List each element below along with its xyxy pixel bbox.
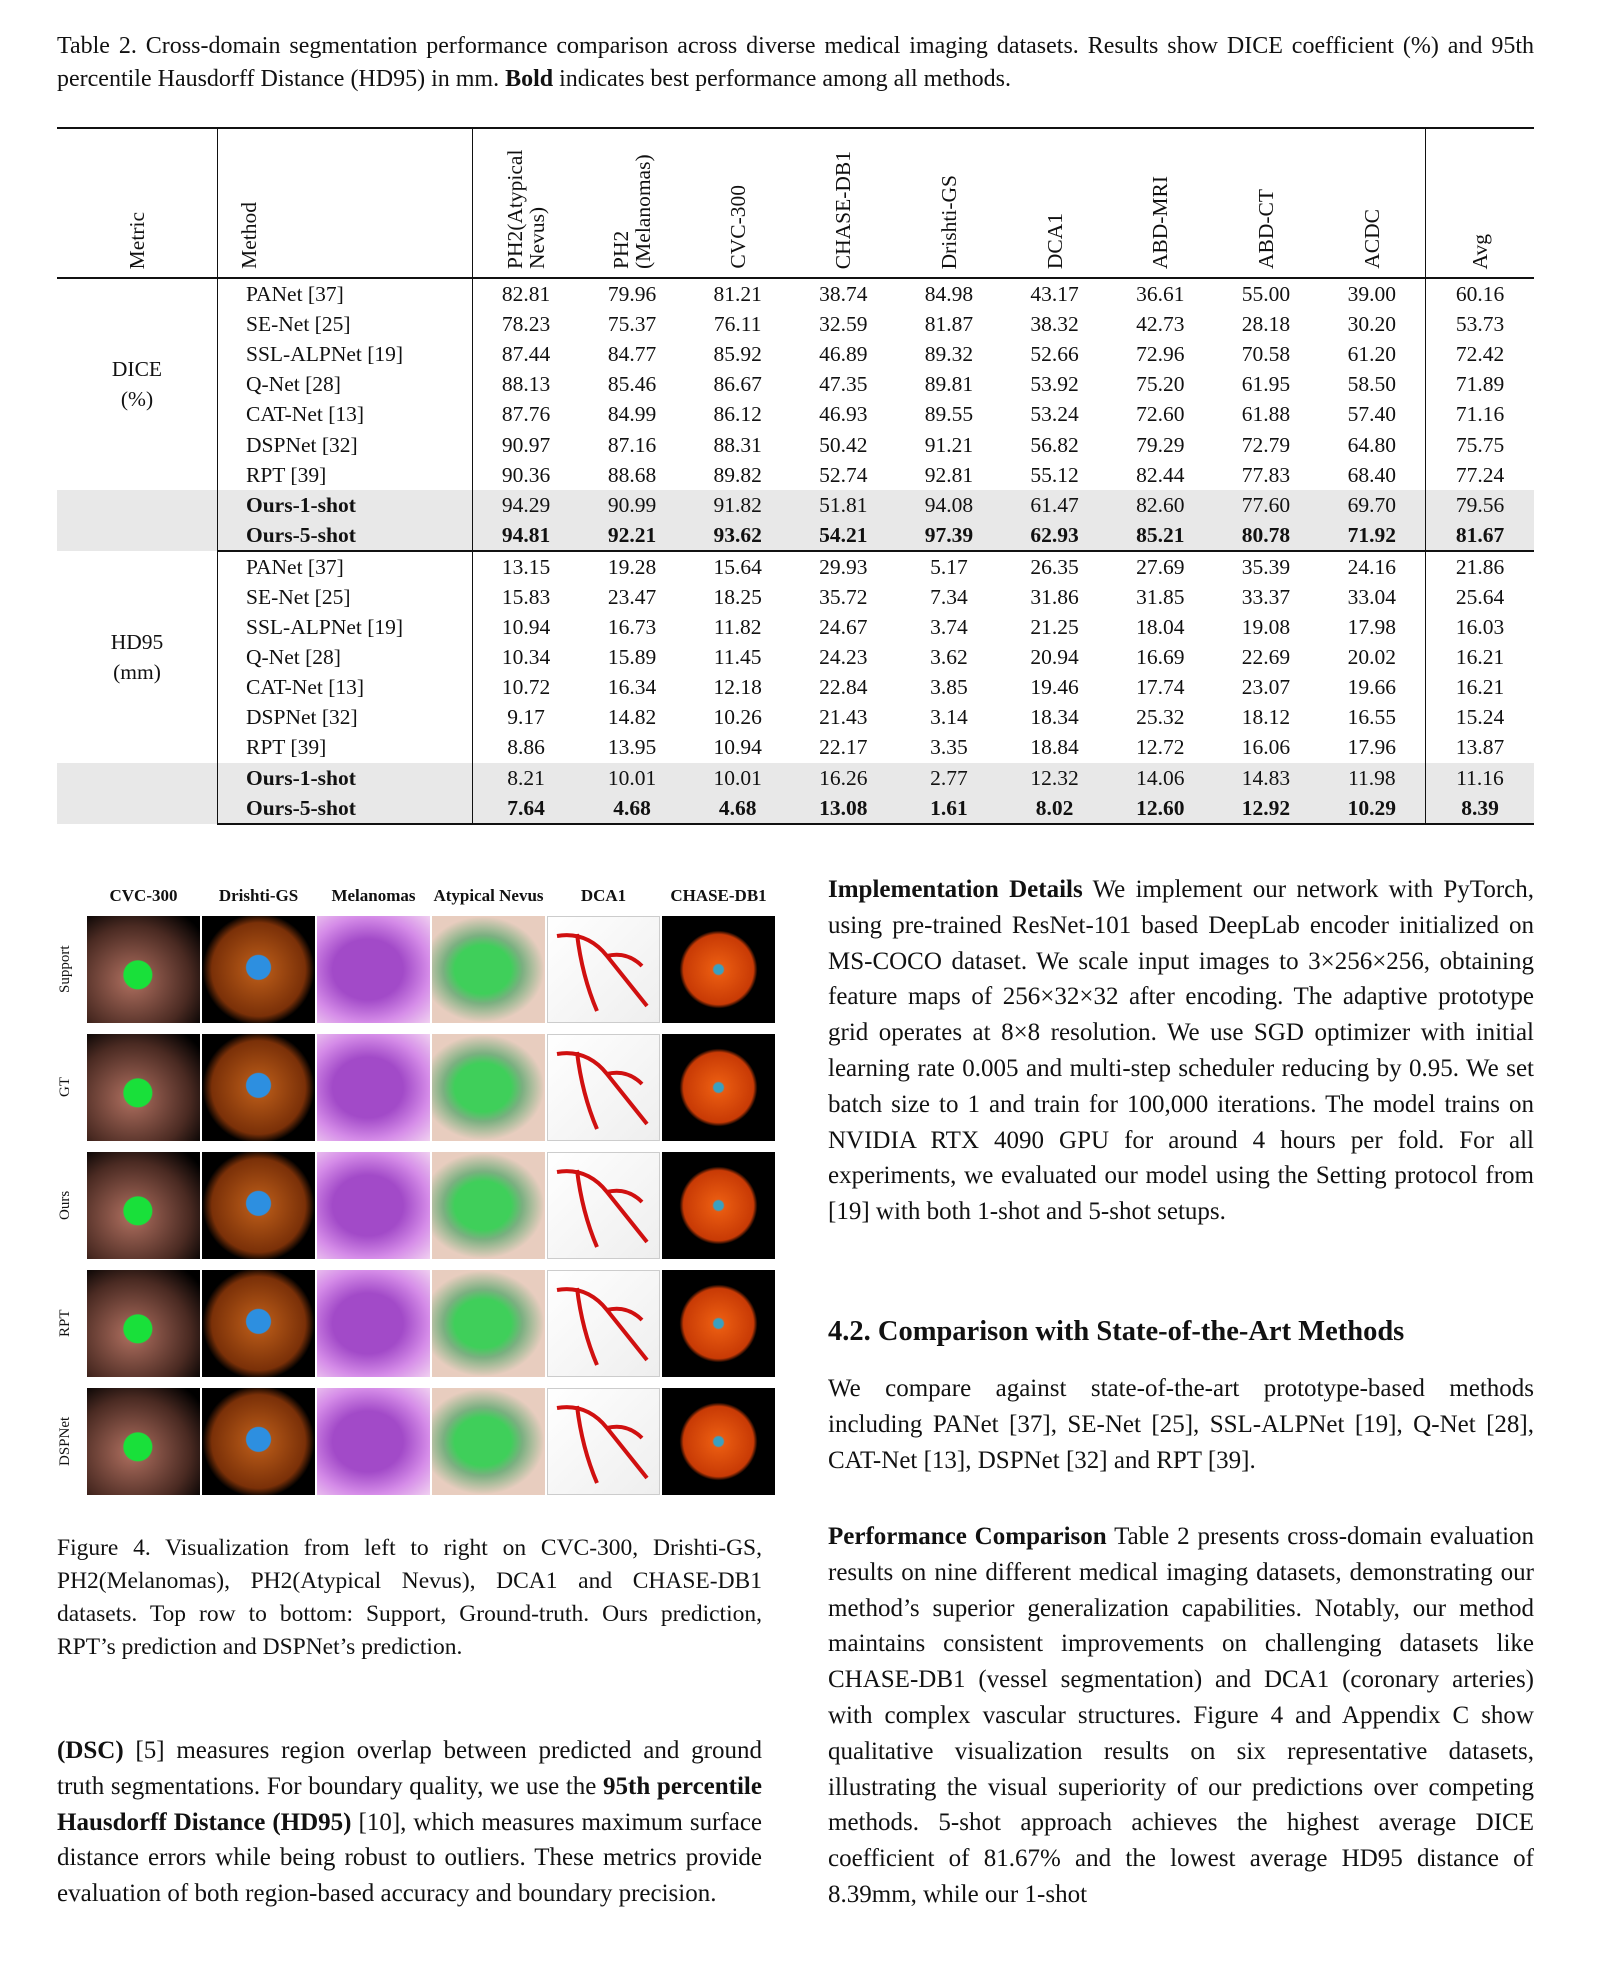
vessel-drawing	[547, 1034, 660, 1141]
figure-row-label: Support	[57, 945, 73, 994]
value-cell: 92.21	[579, 520, 685, 551]
header-dataset: ABD-CT	[1213, 128, 1319, 278]
value-cell: 3.62	[930, 645, 968, 670]
value-cell: 62.93	[1002, 520, 1108, 551]
value-cell: 85.46	[607, 372, 657, 397]
value-cell: 12.18	[713, 675, 762, 700]
table-row	[57, 520, 1534, 551]
header-metric: Metric	[57, 128, 218, 278]
figure-image	[662, 916, 775, 1023]
method-name: CAT-Net [13]	[218, 672, 473, 702]
value-cell: 94.08	[896, 490, 1002, 520]
method-name: Q-Net [28]	[218, 369, 473, 399]
value-cell: 2.77	[896, 763, 1002, 793]
figure-row-label: DSPNet	[57, 1416, 73, 1467]
value-cell: 16.26	[791, 763, 897, 793]
value-cell: 88.68	[607, 462, 657, 487]
value-cell: 77.83	[1241, 462, 1291, 487]
table-row	[57, 490, 1534, 520]
value-cell: 43.17	[1030, 282, 1079, 307]
method-name: CAT-Net [13]	[218, 399, 473, 429]
value-cell: 4.68	[685, 793, 791, 824]
value-cell: 72.79	[1241, 432, 1291, 457]
value-cell: 58.50	[1347, 372, 1397, 397]
avg-cell: 60.16	[1426, 278, 1535, 309]
value-cell: 42.73	[1136, 312, 1185, 337]
value-cell: 93.62	[685, 520, 791, 551]
value-cell: 77.60	[1213, 490, 1319, 520]
figure-image	[87, 1034, 200, 1141]
value-cell: 26.35	[1030, 554, 1079, 579]
avg-cell: 25.64	[1426, 582, 1535, 612]
avg-cell: 53.73	[1426, 309, 1535, 339]
value-cell: 38.32	[1030, 312, 1079, 337]
value-cell: 10.34	[501, 645, 551, 670]
value-cell: 79.29	[1136, 432, 1185, 457]
value-cell: 54.21	[791, 520, 897, 551]
value-cell: 14.82	[607, 705, 657, 730]
value-cell: 85.92	[713, 342, 762, 367]
impl-heading: Implementation Details	[828, 876, 1083, 903]
table-row	[57, 339, 1534, 369]
value-cell: 15.89	[607, 645, 657, 670]
avg-cell: 72.42	[1426, 339, 1535, 369]
value-cell: 33.04	[1347, 584, 1397, 609]
value-cell: 3.35	[930, 735, 968, 760]
figure-image	[317, 1270, 430, 1377]
header-dataset: ACDC	[1319, 128, 1426, 278]
value-cell: 10.26	[713, 705, 762, 730]
value-cell: 21.25	[1030, 615, 1079, 640]
value-cell: 18.34	[1030, 705, 1079, 730]
value-cell: 35.39	[1241, 554, 1291, 579]
avg-cell: 75.75	[1426, 429, 1535, 459]
value-cell: 75.37	[607, 312, 657, 337]
value-cell: 12.60	[1107, 793, 1213, 824]
figure-column-label: CVC-300	[109, 886, 178, 905]
figure-image	[202, 1270, 315, 1377]
method-name: DSPNet [32]	[218, 429, 473, 459]
figure-image	[547, 1270, 660, 1377]
figure-caption: Figure 4. Visualization from left to right on CVC-300, Drishti-GS, PH2(Melanomas), PH2(Atypical Nevus), DCA1 and CHASE-DB1 datasets. Top row to bottom: Support, Ground-truth. Ours prediction, RPT’s prediction and DSPNet’s prediction.	[57, 1535, 762, 1660]
value-cell: 22.69	[1241, 645, 1291, 670]
table-caption	[57, 30, 1534, 96]
figure-image	[547, 1152, 660, 1259]
value-cell: 57.40	[1347, 402, 1397, 427]
avg-cell: 8.39	[1426, 793, 1535, 824]
value-cell: 5.17	[930, 554, 968, 579]
value-cell: 53.24	[1030, 402, 1079, 427]
figure-column-label: CHASE-DB1	[670, 886, 767, 905]
caption-bold: Bold	[505, 66, 554, 92]
value-cell: 8.86	[507, 735, 545, 760]
value-cell: 10.01	[685, 763, 791, 793]
value-cell: 69.70	[1319, 490, 1426, 520]
header-dataset: CVC-300	[685, 128, 791, 278]
table-row	[57, 612, 1534, 642]
figure-image	[87, 1388, 200, 1495]
value-cell: 31.85	[1136, 584, 1185, 609]
avg-cell: 71.16	[1426, 399, 1535, 429]
value-cell: 78.23	[501, 312, 551, 337]
value-cell: 18.12	[1241, 705, 1291, 730]
value-cell: 33.37	[1241, 584, 1291, 609]
value-cell: 72.60	[1136, 402, 1185, 427]
value-cell: 19.46	[1030, 675, 1079, 700]
method-name: Q-Net [28]	[218, 642, 473, 672]
avg-cell: 79.56	[1426, 490, 1535, 520]
value-cell: 82.44	[1136, 462, 1185, 487]
avg-cell: 16.21	[1426, 642, 1535, 672]
value-cell: 52.66	[1030, 342, 1079, 367]
figure-image	[432, 1034, 545, 1141]
value-cell: 18.25	[713, 584, 762, 609]
value-cell: 46.89	[819, 342, 868, 367]
value-cell: 30.20	[1347, 312, 1397, 337]
value-cell: 11.98	[1319, 763, 1426, 793]
table-row	[57, 369, 1534, 399]
figure-image	[317, 1388, 430, 1495]
value-cell: 61.20	[1347, 342, 1397, 367]
value-cell: 38.74	[819, 282, 868, 307]
figure-column-label: Melanomas	[331, 886, 416, 905]
value-cell: 1.61	[896, 793, 1002, 824]
perf-heading: Performance Comparison	[828, 1523, 1107, 1550]
table-row	[57, 702, 1534, 732]
value-cell: 87.44	[501, 342, 551, 367]
caption-text-end: indicates best performance among all methods.	[553, 66, 1011, 92]
avg-cell: 21.86	[1426, 551, 1535, 582]
table-row	[57, 309, 1534, 339]
header-dataset: Drishti-GS	[896, 128, 1002, 278]
value-cell: 61.95	[1241, 372, 1291, 397]
method-name: DSPNet [32]	[218, 702, 473, 732]
value-cell: 7.34	[930, 584, 968, 609]
value-cell: 23.07	[1241, 675, 1291, 700]
value-cell: 24.23	[819, 645, 868, 670]
value-cell: 25.32	[1136, 705, 1185, 730]
value-cell: 20.02	[1347, 645, 1397, 670]
avg-cell: 77.24	[1426, 460, 1535, 490]
value-cell: 7.64	[473, 793, 580, 824]
figure-image	[317, 916, 430, 1023]
table-row	[57, 460, 1534, 490]
value-cell: 91.82	[685, 490, 791, 520]
table-row	[57, 582, 1534, 612]
value-cell: 46.93	[819, 402, 868, 427]
value-cell: 15.64	[713, 554, 762, 579]
value-cell: 71.92	[1319, 520, 1426, 551]
value-cell: 17.74	[1136, 675, 1185, 700]
value-cell: 90.99	[579, 490, 685, 520]
value-cell: 24.16	[1347, 554, 1397, 579]
vessel-drawing	[547, 1388, 660, 1495]
metric-label: DICE (%)	[57, 278, 218, 490]
figure-image	[662, 1152, 775, 1259]
avg-cell: 13.87	[1426, 732, 1535, 762]
value-cell: 28.18	[1241, 312, 1291, 337]
figure-image	[547, 916, 660, 1023]
value-cell: 19.28	[607, 554, 657, 579]
value-cell: 12.92	[1213, 793, 1319, 824]
results-table	[57, 127, 1534, 825]
value-cell: 13.08	[791, 793, 897, 824]
figure-image	[87, 1152, 200, 1259]
value-cell: 86.12	[713, 402, 762, 427]
value-cell: 20.94	[1030, 645, 1079, 670]
value-cell: 3.85	[930, 675, 968, 700]
value-cell: 88.13	[501, 372, 551, 397]
value-cell: 82.81	[501, 282, 551, 307]
value-cell: 64.80	[1347, 432, 1397, 457]
value-cell: 87.76	[501, 402, 551, 427]
value-cell: 84.98	[924, 282, 974, 307]
value-cell: 16.55	[1347, 705, 1397, 730]
figure-image	[432, 1388, 545, 1495]
value-cell: 92.81	[924, 462, 974, 487]
value-cell: 22.84	[819, 675, 868, 700]
figure-image	[547, 1388, 660, 1495]
value-cell: 52.74	[819, 462, 868, 487]
method-name: SE-Net [25]	[218, 309, 473, 339]
header-dataset: PH2(Atypical Nevus)	[473, 128, 580, 278]
value-cell: 81.87	[924, 312, 974, 337]
implementation-paragraph: Implementation Details We implement our network with PyTorch, using pre-trained ResNet-101 based DeepLab encoder initialized on MS-COCO dataset. We scale input images to 3×256×256, obtaining feature maps of 256×32×32 after encoding. The adaptive prototype grid operates at 8×8 resolution. We use SGD optimizer with initial learning rate 0.005 and multi-step scheduler reducing by 0.95. We set batch size to 1 and train for 100,000 iterations. The model trains on NVIDIA RTX 4090 GPU for around 4 hours per fold. For all experiments, we evaluated our model using the Setting protocol from [19] with both 1-shot and 5-shot setups.	[828, 876, 1535, 1226]
value-cell: 82.60	[1107, 490, 1213, 520]
value-cell: 11.45	[713, 645, 762, 670]
value-cell: 47.35	[819, 372, 868, 397]
value-cell: 87.16	[607, 432, 657, 457]
value-cell: 4.68	[579, 793, 685, 824]
value-cell: 84.99	[607, 402, 657, 427]
value-cell: 79.96	[607, 282, 657, 307]
method-name: PANet [37]	[218, 551, 473, 582]
header-avg: Avg	[1426, 128, 1535, 278]
avg-cell: 15.24	[1426, 702, 1535, 732]
value-cell: 11.82	[713, 615, 762, 640]
method-name: SSL-ALPNet [19]	[218, 612, 473, 642]
value-cell: 89.32	[924, 342, 974, 367]
value-cell: 94.81	[473, 520, 580, 551]
figure-image	[87, 1270, 200, 1377]
value-cell: 80.78	[1213, 520, 1319, 551]
value-cell: 16.06	[1241, 735, 1291, 760]
value-cell: 10.01	[579, 763, 685, 793]
value-cell: 12.32	[1002, 763, 1108, 793]
header-method: Method	[218, 128, 473, 278]
value-cell: 90.97	[501, 432, 551, 457]
figure-row-label: RPT	[57, 1309, 73, 1338]
value-cell: 85.21	[1107, 520, 1213, 551]
value-cell: 22.17	[819, 735, 868, 760]
value-cell: 86.67	[713, 372, 762, 397]
table-row	[57, 732, 1534, 762]
value-cell: 31.86	[1030, 584, 1079, 609]
performance-paragraph: Performance Comparison Table 2 presents cross-domain evaluation results on nine different medical imaging datasets, demonstrating our method’s superior generalization capabilities. Notably, our method maintains consistent improvements on challenging datasets like CHASE-DB1 (vessel segmentation) and DCA1 (coronary arteries) with complex vascular structures. Figure 4 and Appendix C show qualitative visualization results on six representative datasets, illustrating the visual superiority of our predictions over competing methods. 5-shot approach achieves the highest average DICE coefficient of 81.67% and the lowest average HD95 distance of 8.39mm, while our 1-shot	[828, 1523, 1535, 1908]
method-name: PANet [37]	[218, 278, 473, 309]
method-name: RPT [39]	[218, 732, 473, 762]
vessel-drawing	[547, 916, 660, 1023]
figure-image	[202, 916, 315, 1023]
figure-image	[432, 1270, 545, 1377]
figure-image	[317, 1034, 430, 1141]
figure-image	[202, 1034, 315, 1141]
table-row	[57, 551, 1534, 582]
comparison-paragraph: We compare against state-of-the-art prototype-based methods including PANet [37], SE-Net [25], SSL-ALPNet [19], Q-Net [28], CAT-Net [13], DSPNet [32] and RPT [39].	[828, 1375, 1534, 1474]
table-row	[57, 763, 1534, 793]
value-cell: 75.20	[1136, 372, 1185, 397]
method-name: Ours-1-shot	[218, 763, 473, 793]
figure-image	[432, 916, 545, 1023]
value-cell: 8.02	[1002, 793, 1108, 824]
header-dataset: ABD-MRI	[1107, 128, 1213, 278]
header-dataset: CHASE-DB1	[791, 128, 897, 278]
figure-row-label: GT	[57, 1077, 73, 1098]
value-cell: 17.98	[1347, 615, 1397, 640]
value-cell: 23.47	[607, 584, 657, 609]
figure-row-label: Ours	[57, 1190, 73, 1221]
value-cell: 13.95	[607, 735, 657, 760]
value-cell: 27.69	[1136, 554, 1185, 579]
value-cell: 68.40	[1347, 462, 1397, 487]
value-cell: 13.15	[501, 554, 551, 579]
method-name: SE-Net [25]	[218, 582, 473, 612]
figure-image	[662, 1034, 775, 1141]
value-cell: 72.96	[1136, 342, 1185, 367]
table-row	[57, 672, 1534, 702]
figure-image	[87, 916, 200, 1023]
figure-column-label: Drishti-GS	[218, 886, 299, 905]
section-heading: 4.2. Comparison with State-of-the-Art Methods	[828, 1316, 1405, 1347]
value-cell: 36.61	[1136, 282, 1185, 307]
avg-cell: 71.89	[1426, 369, 1535, 399]
value-cell: 12.72	[1136, 735, 1185, 760]
value-cell: 88.31	[713, 432, 762, 457]
value-cell: 97.39	[896, 520, 1002, 551]
table-row	[57, 429, 1534, 459]
vessel-drawing	[547, 1152, 660, 1259]
value-cell: 55.00	[1241, 282, 1291, 307]
metric-blank	[57, 490, 218, 551]
value-cell: 91.21	[924, 432, 974, 457]
value-cell: 51.81	[791, 490, 897, 520]
table-row	[57, 278, 1534, 309]
method-name: Ours-1-shot	[218, 490, 473, 520]
value-cell: 89.55	[924, 402, 974, 427]
metric-blank	[57, 763, 218, 824]
value-cell: 24.67	[819, 615, 868, 640]
method-name: SSL-ALPNet [19]	[218, 339, 473, 369]
left-paragraph: (DSC) [5] measures region overlap between predicted and ground truth segmentations. For boundary quality, we use the 95th percentile Hausdorff Distance (HD95) [10], which measures maximum surface distance errors while being robust to outliers. These metrics provide evaluation of both region-based accuracy and boundary precision.	[57, 1737, 763, 1908]
value-cell: 89.82	[713, 462, 762, 487]
figure-image	[202, 1388, 315, 1495]
method-name: Ours-5-shot	[218, 520, 473, 551]
table-header-row	[57, 128, 1534, 278]
value-cell: 61.47	[1002, 490, 1108, 520]
header-dataset: DCA1	[1002, 128, 1108, 278]
value-cell: 14.06	[1107, 763, 1213, 793]
figure-image	[317, 1152, 430, 1259]
value-cell: 3.14	[930, 705, 968, 730]
value-cell: 89.81	[924, 372, 974, 397]
avg-cell: 11.16	[1426, 763, 1535, 793]
value-cell: 19.08	[1241, 615, 1291, 640]
value-cell: 32.59	[819, 312, 868, 337]
value-cell: 21.43	[819, 705, 868, 730]
value-cell: 10.94	[501, 615, 551, 640]
value-cell: 8.21	[473, 763, 580, 793]
value-cell: 90.36	[501, 462, 551, 487]
metric-label: HD95 (mm)	[57, 551, 218, 763]
value-cell: 16.73	[607, 615, 657, 640]
value-cell: 94.29	[473, 490, 580, 520]
value-cell: 84.77	[607, 342, 657, 367]
figure-column-label: Atypical Nevus	[433, 886, 544, 905]
figure-column-label: DCA1	[580, 886, 627, 905]
table-row	[57, 793, 1534, 824]
method-name: RPT [39]	[218, 460, 473, 490]
value-cell: 61.88	[1241, 402, 1291, 427]
figure-image	[202, 1152, 315, 1259]
value-cell: 10.72	[501, 675, 551, 700]
figure-image	[432, 1152, 545, 1259]
vessel-drawing	[547, 1270, 660, 1377]
value-cell: 53.92	[1030, 372, 1079, 397]
figure-image	[547, 1034, 660, 1141]
figure-image	[662, 1270, 775, 1377]
value-cell: 3.74	[930, 615, 968, 640]
figure-image	[662, 1388, 775, 1495]
avg-cell: 16.03	[1426, 612, 1535, 642]
value-cell: 18.84	[1030, 735, 1079, 760]
value-cell: 35.72	[819, 584, 868, 609]
value-cell: 9.17	[507, 705, 545, 730]
value-cell: 10.29	[1319, 793, 1426, 824]
value-cell: 29.93	[819, 554, 868, 579]
value-cell: 81.21	[713, 282, 762, 307]
value-cell: 16.69	[1136, 645, 1185, 670]
value-cell: 10.94	[713, 735, 762, 760]
method-name: Ours-5-shot	[218, 793, 473, 824]
value-cell: 18.04	[1136, 615, 1185, 640]
value-cell: 70.58	[1241, 342, 1291, 367]
value-cell: 39.00	[1347, 282, 1397, 307]
value-cell: 16.34	[607, 675, 657, 700]
value-cell: 19.66	[1347, 675, 1397, 700]
caption-text: Table 2. Cross-domain segmentation performance comparison across diverse medical imaging datasets. Results show DICE coefficient (%) and 95th percentile Hausdorff Distance (HD95) in mm.	[57, 33, 1534, 92]
value-cell: 15.83	[501, 584, 551, 609]
avg-cell: 81.67	[1426, 520, 1535, 551]
table-row	[57, 399, 1534, 429]
value-cell: 14.83	[1213, 763, 1319, 793]
header-dataset: PH2 (Melanomas)	[579, 128, 685, 278]
value-cell: 55.12	[1030, 462, 1079, 487]
value-cell: 76.11	[713, 312, 762, 337]
avg-cell: 16.21	[1426, 672, 1535, 702]
value-cell: 56.82	[1030, 432, 1079, 457]
value-cell: 17.96	[1347, 735, 1397, 760]
table-row	[57, 642, 1534, 672]
value-cell: 50.42	[819, 432, 868, 457]
